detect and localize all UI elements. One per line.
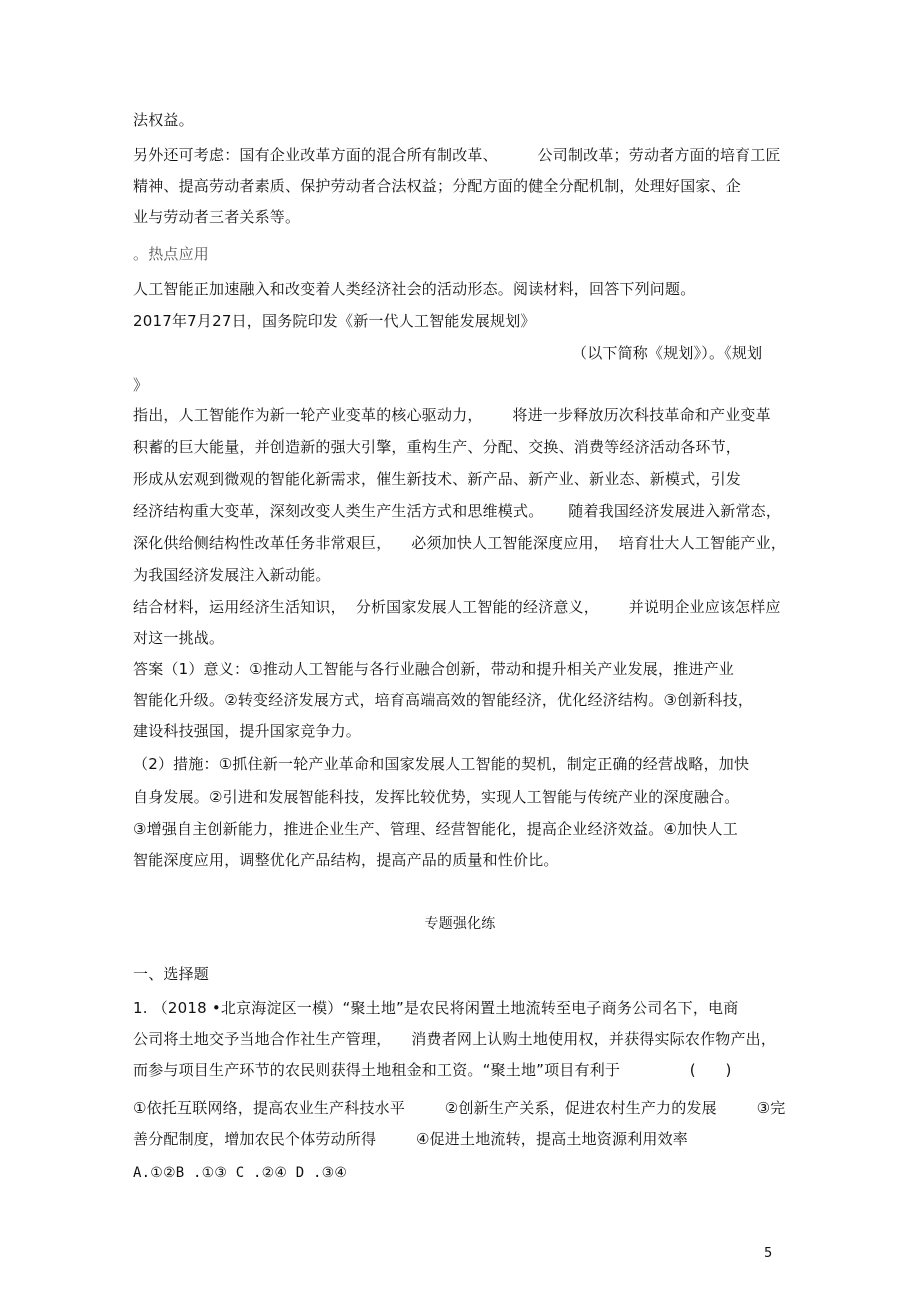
text-line: 结合材料，运用经济生活知识， 分析国家发展人工智能的经济意义， 并说明企业应该怎样应 xyxy=(133,598,781,616)
option-line: ①依托互联网络，提高农业生产科技水平 ②创新生产关系，促进农村生产力的发展 ③完 xyxy=(133,1099,786,1117)
text-line: 经济结构重大变革，深刻改变人类生产生活方式和思维模式。 随着我国经济发展进入新常态， xyxy=(133,502,782,520)
text-line: 形成从宏观到微观的智能化新需求，催生新技术、新产品、新产业、新业态、新模式，引发 xyxy=(133,470,742,488)
section-heading: 。热点应用 xyxy=(133,245,210,263)
text-line: 为我国经济发展注入新动能。 xyxy=(133,566,331,584)
answer-line: 智能深度应用，调整优化产品结构，提高产品的质量和性价比。 xyxy=(133,851,559,869)
page-number: 5 xyxy=(764,1246,773,1261)
answer-line: 答案（1）意义：①推动人工智能与各行业融合创新，带动和提升相关产业发展，推进产业 xyxy=(133,660,734,678)
answer-line: 建设科技强国，提升国家竞争力。 xyxy=(133,722,362,740)
question-heading: 一、选择题 xyxy=(133,965,210,983)
text-line: 人工智能正加速融入和改变着人类经济社会的活动形态。阅读材料，回答下列问题。 xyxy=(133,280,696,298)
text-line: 深化供给侧结构性改革任务非常艰巨， 必须加快人工智能深度应用， 培育壮大人工智能产业， xyxy=(133,534,787,552)
question-line: 公司将土地交予当地合作社生产管理， 消费者网上认购土地使用权，并获得实际农作物产出， xyxy=(133,1030,777,1048)
answer-line: 智能化升级。②转变经济发展方式，培育高端高效的智能经济，优化经济结构。③创新科技， xyxy=(133,691,754,709)
text-line: 对这一挑战。 xyxy=(133,629,225,647)
option-line: 善分配制度，增加农民个体劳动所得 ④促进土地流转，提高土地资源利用效率 xyxy=(133,1130,688,1148)
text-line: 积蓄的巨大能量，并创造新的强大引擎，重构生产、分配、交换、消费等经济活动各环节， xyxy=(133,438,742,456)
question-line: 1. （2018 •北京海淀区一模）“聚土地”是农民将闲置土地流转至电子商务公司名下，电商 xyxy=(133,999,739,1017)
answer-choices: A.①②B .①③ C .②④ D .③④ xyxy=(133,1165,348,1181)
text-line: 2017年7月27日，国务院印发《新一代人工智能发展规划》 xyxy=(133,312,536,330)
answer-line: ③增强自主创新能力，推进企业生产、管理、经营智能化，提高企业经济效益。④加快人工 xyxy=(133,820,738,838)
answer-line: （2）措施：①抓住新一轮产业革命和国家发展人工智能的契机，制定正确的经营战略，加快 xyxy=(133,755,750,773)
text-line: 业与劳动者三者关系等。 xyxy=(133,208,301,226)
answer-line: 自身发展。②引进和发展智能科技，发挥比较优势，实现人工智能与传统产业的深度融合。 xyxy=(133,788,740,806)
text-line: 精神、提高劳动者素质、保护劳动者合法权益；分配方面的健全分配机制，处理好国家、企 xyxy=(133,177,742,195)
section-title: 专题强化练 xyxy=(424,916,496,932)
text-line: 指出，人工智能作为新一轮产业变革的核心驱动力， 将进一步释放历次科技革命和产业变革 xyxy=(133,406,771,424)
text-line: 另外还可考虑：国有企业改革方面的混合所有制改革、 公司制改革；劳动者方面的培育工匠 xyxy=(133,146,781,164)
text-line: 》 xyxy=(133,376,149,394)
text-line: （以下简称《规划》）。《规划 xyxy=(572,344,763,362)
text-line: 法权益。 xyxy=(133,111,194,129)
question-line: 而参与项目生产环节的农民则获得土地租金和工资。“聚土地”项目有利于 ( ) xyxy=(133,1061,732,1079)
